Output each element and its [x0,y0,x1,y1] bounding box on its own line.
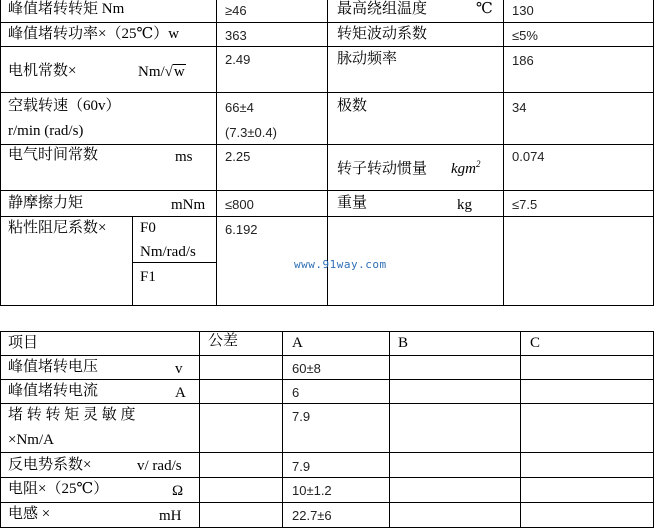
pulse-frequency-label: 脉动频率 [337,51,398,67]
electrical-time-constant-unit: ms [175,149,193,165]
weight-value: ≤7.5 [512,197,538,212]
table2-rule [0,477,654,478]
static-friction-torque-label: 静摩擦力矩 [8,195,84,211]
stall-torque-sensitivity-a: 7.9 [292,409,311,424]
rotor-inertia-unit [451,160,481,177]
table2-col-rule [0,331,1,528]
weight-unit: kg [457,197,472,213]
table2-rule [0,355,654,356]
table2-rule [0,502,654,503]
inductance-label: 电感 × [8,506,51,522]
motor-constant-label: 电机常数× [8,63,77,79]
peak-stall-torque-label: 峰值堵转转矩 Nm [8,1,125,17]
table2-rule [0,379,654,380]
max-winding-temp-unit: ℃ [476,1,493,17]
table2-col-rule [199,331,200,528]
table1-col-rule [216,0,217,306]
table1-col-rule [0,0,1,306]
rotor-inertia-unit-text: kgm [451,161,476,177]
table1-subrule [132,262,217,263]
rotor-inertia-label: 转子转动惯量 [337,161,428,177]
static-friction-torque-value: ≤800 [225,197,254,212]
table2-header-c: C [530,335,541,351]
table2-col-rule [389,331,390,528]
viscous-damping-f1-label: F1 [140,269,156,285]
watermark-text: www.91way.com [294,258,387,271]
peak-stall-voltage-a: 60±8 [292,361,321,376]
electrical-time-constant-value: 2.25 [225,149,251,164]
pole-count-label: 极数 [337,98,368,114]
peak-stall-power-value: 363 [225,28,247,43]
motor-constant-value: 2.49 [225,52,251,67]
viscous-damping-label: 粘性阻尼系数× [8,220,107,236]
viscous-damping-f0-unit: Nm/rad/s [140,244,196,260]
resistance-unit: Ω [172,483,184,499]
stall-torque-sensitivity-unit: ×Nm/A [8,432,54,448]
table2-rule [0,331,654,332]
table2-header-a: A [292,335,303,351]
peak-stall-current-unit: A [175,385,186,401]
motor-constant-unit-radicand: w [173,64,185,80]
table2-col-rule [282,331,283,528]
torque-ripple-value: ≤5% [512,28,538,43]
back-emf-constant-a: 7.9 [292,459,311,474]
resistance-label: 电阻×（25℃） [8,481,109,497]
pulse-frequency-value: 186 [512,53,534,68]
no-load-speed-value: 66±4 [225,100,254,115]
table2-col-rule [520,331,521,528]
back-emf-constant-label: 反电势系数× [8,457,92,473]
table2-header-b: B [398,335,409,351]
max-winding-temp-label: 最高绕组温度 [337,1,428,17]
back-emf-constant-unit: v/ rad/s [137,458,182,474]
peak-stall-voltage-unit: v [175,361,183,377]
peak-stall-power-label: 峰值堵转功率×（25℃）w [8,26,180,42]
viscous-damping-value: 6.192 [225,222,258,237]
peak-stall-torque-value: ≥46 [225,3,247,18]
peak-stall-voltage-label: 峰值堵转电压 [8,359,99,375]
inductance-a: 22.7±6 [292,508,332,523]
max-winding-temp-value: 130 [512,3,534,18]
rotor-inertia-value: 0.074 [512,149,545,164]
electrical-time-constant-label: 电气时间常数 [8,147,99,163]
viscous-damping-f0-label: F0 [140,220,156,236]
motor-constant-unit [138,64,186,80]
weight-label: 重量 [337,195,368,211]
table1-col-rule [503,0,504,306]
pole-count-value: 34 [512,100,527,115]
inductance-unit: mH [159,508,182,524]
no-load-speed-label: 空载转速（60v） [8,98,121,114]
resistance-a: 10±1.2 [292,483,332,498]
rotor-inertia-unit-exponent: 2 [476,159,481,169]
sqrt-symbol: √w [164,64,185,80]
table2-rule [0,403,654,404]
table1-col-rule [132,216,133,306]
table2-rule [0,452,654,453]
static-friction-torque-unit: mNm [171,197,206,213]
no-load-speed-value-rad: (7.3±0.4) [225,125,277,140]
no-load-speed-unit: r/min (rad/s) [8,123,84,139]
torque-ripple-label: 转矩波动系数 [337,26,428,42]
peak-stall-current-a: 6 [292,385,300,400]
table2-header-item: 项目 [8,335,39,351]
table2-header-tolerance: 公差 [208,333,239,349]
stall-torque-sensitivity-label: 堵 转 转 矩 灵 敏 度 [8,407,136,423]
peak-stall-current-label: 峰值堵转电流 [8,383,99,399]
motor-constant-unit-text: Nm/ [138,64,165,80]
